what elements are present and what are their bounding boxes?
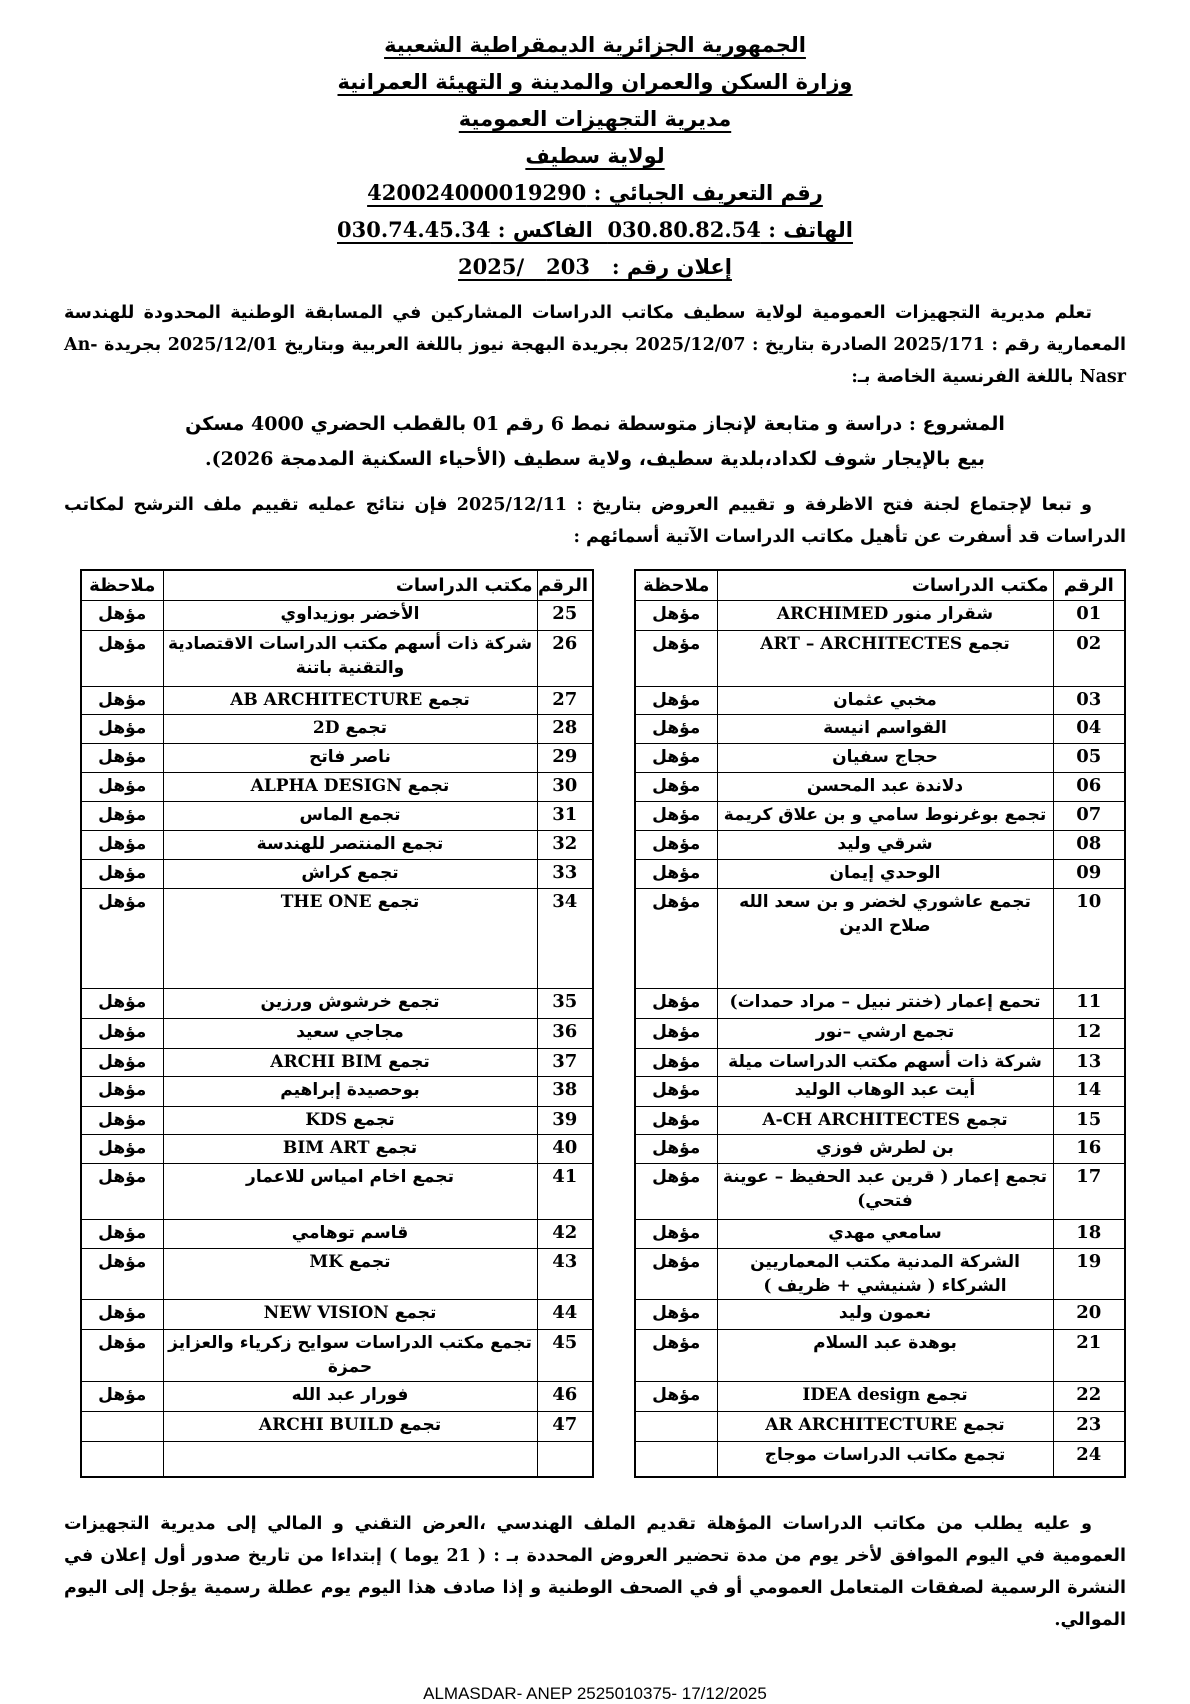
row-number-cell: 19: [1053, 1248, 1125, 1299]
office-name-cell: قاسم توهامي: [163, 1219, 537, 1248]
note-cell: مؤهل: [635, 772, 717, 801]
table-row: [81, 1163, 593, 1219]
note-cell: [635, 1411, 717, 1441]
row-number-cell: 41: [537, 1163, 593, 1219]
table-row: [635, 801, 1125, 830]
office-name-cell: شرقي وليد: [717, 830, 1053, 859]
office-name-cell: بوهدة عبد السلام: [717, 1329, 1053, 1381]
table-row: [635, 1106, 1125, 1134]
table-row: [81, 1076, 593, 1106]
table-row: [81, 743, 593, 772]
note-cell: مؤهل: [635, 888, 717, 988]
office-name-cell: تجمع خرشوش ورزين: [163, 988, 537, 1018]
table-row: [635, 1219, 1125, 1248]
row-number-cell: 01: [1053, 600, 1125, 630]
row-number-cell: 12: [1053, 1018, 1125, 1048]
row-number-cell: 28: [537, 714, 593, 743]
committee-paragraph: و تبعا لإجتماع لجنة فتح الاظرفة و تقييم العروض بتاريخ : 2025/12/11 فإن نتائج عمليه تقييم ملف الترشح لمكاتب الدراسات قد أسفرت عن تأهيل مكاتب الدراسات الآتية أسمائهم :: [64, 495, 1126, 547]
row-number-cell: 20: [1053, 1299, 1125, 1329]
row-number-cell: 04: [1053, 714, 1125, 743]
note-cell: مؤهل: [81, 1299, 163, 1329]
office-name-cell: تجمع THE ONE: [163, 888, 537, 988]
table-row: [81, 1329, 593, 1381]
row-number-cell: 09: [1053, 859, 1125, 888]
office-name-cell: القواسم انيسة: [717, 714, 1053, 743]
office-name-cell: تجمع اخام امياس للاعمار: [163, 1163, 537, 1219]
note-cell: [81, 1411, 163, 1441]
table-row: [635, 1076, 1125, 1106]
office-name-cell: تجمع ALPHA DESIGN: [163, 772, 537, 801]
table-header-row: [81, 570, 593, 600]
directorate-title: مديرية التجهيزات العمومية: [458, 106, 732, 131]
office-name-cell: أيت عبد الوهاب الوليد: [717, 1076, 1053, 1106]
note-cell: مؤهل: [635, 686, 717, 714]
column-header-note: ملاحظة: [635, 570, 717, 600]
row-number-cell: 21: [1053, 1329, 1125, 1381]
offices-table-01-24: [634, 569, 1126, 1478]
row-number-cell: 05: [1053, 743, 1125, 772]
office-name-cell: تجمع MK: [163, 1248, 537, 1299]
row-number-cell: 45: [537, 1329, 593, 1381]
table-row: [635, 1411, 1125, 1441]
office-name-cell: تجمع 2D: [163, 714, 537, 743]
note-cell: مؤهل: [81, 1163, 163, 1219]
note-cell: مؤهل: [635, 630, 717, 686]
table-row: [81, 686, 593, 714]
office-name-cell: تجمع NEW VISION: [163, 1299, 537, 1329]
note-cell: مؤهل: [81, 1048, 163, 1076]
office-name-cell: تجمع KDS: [163, 1106, 537, 1134]
table-row: [81, 1441, 593, 1477]
table-row: [635, 1163, 1125, 1219]
row-number-cell: 15: [1053, 1106, 1125, 1134]
note-cell: [635, 1441, 717, 1477]
anep-reference-line: ALMASDAR- ANEP 2525010375- 17/12/2025: [423, 1684, 767, 1703]
office-name-cell: الأخضر بوزيداوي: [163, 600, 537, 630]
office-name-cell: تجمع عاشوري لخضر و بن سعد الله صلاح الدين: [717, 888, 1053, 988]
note-cell: مؤهل: [81, 1018, 163, 1048]
table-row: [81, 988, 593, 1018]
office-name-cell: بن لطرش فوزي: [717, 1134, 1053, 1163]
row-number-cell: 11: [1053, 988, 1125, 1018]
note-cell: مؤهل: [81, 743, 163, 772]
table-row: [81, 859, 593, 888]
office-name-cell: تجمع بوغرنوط سامي و بن علاق كريمة: [717, 801, 1053, 830]
note-cell: مؤهل: [81, 988, 163, 1018]
table-row: [81, 1381, 593, 1411]
table-row: [635, 630, 1125, 686]
row-number-cell: 29: [537, 743, 593, 772]
note-cell: مؤهل: [635, 1381, 717, 1411]
phone-fax-line: الهاتف : 030.80.82.54 الفاكس : 030.74.45.34: [337, 217, 853, 242]
closing-paragraph: و عليه يطلب من مكاتب الدراسات المؤهلة تقديم الملف الهندسي ،العرض التقني و المالي إلى مديرية التجهيزات العمومية في اليوم الموافق لأخر يوم من مدة تحضير العروض المحددة بـ : ( 21 يوما ) إبتداءا من تاريخ صدور أول إعلان في النشرة الرسمية لصفقات المتعامل العمومي أو في الصحف الوطنية و إذا صادف هذا اليوم يوم عطلة رسمية يؤجل إلى اليوم الموالي.: [64, 1514, 1126, 1630]
table-header-row: [635, 570, 1125, 600]
note-cell: مؤهل: [635, 1219, 717, 1248]
office-name-cell: [163, 1441, 537, 1477]
row-number-cell: 30: [537, 772, 593, 801]
table-row: [635, 988, 1125, 1018]
office-name-cell: تجمع BIM ART: [163, 1134, 537, 1163]
note-cell: مؤهل: [635, 1248, 717, 1299]
row-number-cell: 06: [1053, 772, 1125, 801]
office-name-cell: الشركة المدنية مكتب المعماريين الشركاء ( شنيشي + ظريف ): [717, 1248, 1053, 1299]
office-name-cell: تجمع ارشي –نور: [717, 1018, 1053, 1048]
row-number-cell: 03: [1053, 686, 1125, 714]
office-name-cell: تجمع IDEA design: [717, 1381, 1053, 1411]
wilaya-title: لولاية سطيف: [525, 143, 665, 168]
office-name-cell: تجمع إعمار ( قرين عبد الحفيظ – عوينة فتحي): [717, 1163, 1053, 1219]
row-number-cell: 42: [537, 1219, 593, 1248]
column-header-number: الرقم: [537, 570, 593, 600]
column-header-note: ملاحظة: [81, 570, 163, 600]
table-row: [81, 801, 593, 830]
row-number-cell: 23: [1053, 1411, 1125, 1441]
table-row: [635, 859, 1125, 888]
row-number-cell: 16: [1053, 1134, 1125, 1163]
row-number-cell: 25: [537, 600, 593, 630]
office-name-cell: نعمون وليد: [717, 1299, 1053, 1329]
office-name-cell: تجمع ART – ARCHITECTES: [717, 630, 1053, 686]
table-row: [81, 1018, 593, 1048]
row-number-cell: 14: [1053, 1076, 1125, 1106]
note-cell: مؤهل: [81, 714, 163, 743]
note-cell: مؤهل: [635, 830, 717, 859]
table-row: [635, 1441, 1125, 1477]
note-cell: مؤهل: [635, 1106, 717, 1134]
note-cell: مؤهل: [81, 1381, 163, 1411]
column-header-number: الرقم: [1053, 570, 1125, 600]
table-row: [81, 714, 593, 743]
note-cell: مؤهل: [635, 801, 717, 830]
note-cell: مؤهل: [81, 830, 163, 859]
office-name-cell: الوحدي إيمان: [717, 859, 1053, 888]
note-cell: مؤهل: [81, 1329, 163, 1381]
table-row: [635, 1134, 1125, 1163]
project-line-1: المشروع : دراسة و متابعة لإنجاز متوسطة نمط 6 رقم 01 بالقطب الحضري 4000 مسكن: [185, 413, 1005, 435]
offices-table-25-47: [80, 569, 594, 1478]
office-name-cell: مجاجي سعيد: [163, 1018, 537, 1048]
office-name-cell: سامعي مهدي: [717, 1219, 1053, 1248]
office-name-cell: فورار عبد الله: [163, 1381, 537, 1411]
note-cell: مؤهل: [81, 630, 163, 686]
office-name-cell: تجمع ARCHI BUILD: [163, 1411, 537, 1441]
row-number-cell: 08: [1053, 830, 1125, 859]
row-number-cell: 18: [1053, 1219, 1125, 1248]
row-number-cell: 02: [1053, 630, 1125, 686]
office-name-cell: تجمع الماس: [163, 801, 537, 830]
note-cell: مؤهل: [81, 1248, 163, 1299]
row-number-cell: 40: [537, 1134, 593, 1163]
note-cell: مؤهل: [635, 714, 717, 743]
office-name-cell: تجمع AB ARCHITECTURE: [163, 686, 537, 714]
row-number-cell: 37: [537, 1048, 593, 1076]
note-cell: مؤهل: [635, 743, 717, 772]
project-line-2: بيع بالإيجار شوف لكداد،بلدية سطيف، ولاية سطيف (الأحياء السكنية المدمجة 2026).: [205, 448, 985, 470]
ministry-title: وزارة السكن والعمران والمدينة و التهيئة العمرانية: [337, 69, 853, 94]
table-row: [81, 1411, 593, 1441]
note-cell: مؤهل: [81, 686, 163, 714]
office-name-cell: ناصر فاتح: [163, 743, 537, 772]
table-row: [635, 888, 1125, 988]
office-name-cell: تجمع AR ARCHITECTURE: [717, 1411, 1053, 1441]
row-number-cell: 17: [1053, 1163, 1125, 1219]
office-name-cell: تجمع ARCHI BIM: [163, 1048, 537, 1076]
row-number-cell: 38: [537, 1076, 593, 1106]
office-name-cell: تجمع A-CH ARCHITECTES: [717, 1106, 1053, 1134]
note-cell: مؤهل: [635, 1163, 717, 1219]
row-number-cell: 32: [537, 830, 593, 859]
office-name-cell: تجمع مكتب الدراسات سوايح زكرياء والعزايز حمزة: [163, 1329, 537, 1381]
office-name-cell: شركة ذات أسهم مكتب الدراسات الاقتصادية والتقنية باتنة: [163, 630, 537, 686]
row-number-cell: 24: [1053, 1441, 1125, 1477]
note-cell: مؤهل: [81, 1106, 163, 1134]
table-row: [635, 1048, 1125, 1076]
row-number-cell: 31: [537, 801, 593, 830]
row-number-cell: 34: [537, 888, 593, 988]
table-row: [81, 830, 593, 859]
row-number-cell: 35: [537, 988, 593, 1018]
note-cell: مؤهل: [81, 859, 163, 888]
office-name-cell: شقرار منور ARCHIMED: [717, 600, 1053, 630]
row-number-cell: 07: [1053, 801, 1125, 830]
table-row: [81, 1048, 593, 1076]
office-name-cell: مخبي عثمان: [717, 686, 1053, 714]
row-number-cell: 13: [1053, 1048, 1125, 1076]
note-cell: مؤهل: [635, 600, 717, 630]
row-number-cell: 39: [537, 1106, 593, 1134]
table-row: [81, 600, 593, 630]
note-cell: مؤهل: [635, 1076, 717, 1106]
note-cell: مؤهل: [635, 1299, 717, 1329]
table-row: [635, 1299, 1125, 1329]
office-name-cell: تجمع المنتصر للهندسة: [163, 830, 537, 859]
row-number-cell: [537, 1441, 593, 1477]
table-row: [635, 1018, 1125, 1048]
document-header: [64, 26, 1126, 285]
office-name-cell: تجمع كراش: [163, 859, 537, 888]
table-row: [635, 600, 1125, 630]
table-row: [635, 714, 1125, 743]
row-number-cell: 43: [537, 1248, 593, 1299]
intro-paragraph: تعلم مديرية التجهيزات العمومية لولاية سطيف مكاتب الدراسات المشاركين في المسابقة الوطنية المحدودة للهندسة المعمارية رقم : 2025/171 الصادرة بتاريخ : 2025/12/07 بجريدة البهجة نيوز باللغة العربية وبتاريخ 2025/12/01 بجريدة An-Nasr باللغة الفرنسية الخاصة بـ:: [64, 303, 1126, 387]
table-row: [635, 830, 1125, 859]
note-cell: مؤهل: [81, 1219, 163, 1248]
table-row: [81, 1219, 593, 1248]
note-cell: مؤهل: [81, 1076, 163, 1106]
office-name-cell: تحمع إعمار (خنتر نبيل – مراد حمدات): [717, 988, 1053, 1018]
office-name-cell: حجاج سفيان: [717, 743, 1053, 772]
row-number-cell: 36: [537, 1018, 593, 1048]
office-name-cell: دلاندة عبد المحسن: [717, 772, 1053, 801]
office-name-cell: شركة ذات أسهم مكتب الدراسات ميلة: [717, 1048, 1053, 1076]
republic-title: الجمهورية الجزائرية الديمقراطية الشعبية: [384, 32, 806, 57]
table-row: [635, 1329, 1125, 1381]
row-number-cell: 33: [537, 859, 593, 888]
table-row: [81, 1248, 593, 1299]
table-row: [81, 888, 593, 988]
table-row: [81, 1134, 593, 1163]
table-row: [635, 772, 1125, 801]
note-cell: [81, 1441, 163, 1477]
row-number-cell: 22: [1053, 1381, 1125, 1411]
note-cell: مؤهل: [635, 1018, 717, 1048]
note-cell: مؤهل: [81, 600, 163, 630]
table-row: [635, 1248, 1125, 1299]
note-cell: مؤهل: [635, 1048, 717, 1076]
note-cell: مؤهل: [81, 772, 163, 801]
note-cell: مؤهل: [635, 1134, 717, 1163]
row-number-cell: 27: [537, 686, 593, 714]
note-cell: مؤهل: [635, 1329, 717, 1381]
note-cell: مؤهل: [81, 801, 163, 830]
table-row: [635, 686, 1125, 714]
column-header-office: مكتب الدراسات: [163, 570, 537, 600]
table-row: [81, 1106, 593, 1134]
announcement-number-line: إعلان رقم : 203 /2025: [458, 254, 732, 279]
note-cell: مؤهل: [81, 888, 163, 988]
table-row: [635, 743, 1125, 772]
note-cell: مؤهل: [635, 988, 717, 1018]
row-number-cell: 26: [537, 630, 593, 686]
column-header-office: مكتب الدراسات: [717, 570, 1053, 600]
office-name-cell: تجمع مكاتب الدراسات موجاج: [717, 1441, 1053, 1477]
row-number-cell: 44: [537, 1299, 593, 1329]
office-name-cell: بوحصيدة إبراهيم: [163, 1076, 537, 1106]
tax-id-line: رقم التعريف الجبائي : 420024000019290: [367, 180, 823, 205]
note-cell: مؤهل: [81, 1134, 163, 1163]
row-number-cell: 10: [1053, 888, 1125, 988]
row-number-cell: 46: [537, 1381, 593, 1411]
table-row: [635, 1381, 1125, 1411]
table-row: [81, 630, 593, 686]
qualified-offices-tables: [64, 569, 1126, 1478]
table-row: [81, 772, 593, 801]
note-cell: مؤهل: [635, 859, 717, 888]
table-row: [81, 1299, 593, 1329]
row-number-cell: 47: [537, 1411, 593, 1441]
project-description: [94, 407, 1096, 477]
